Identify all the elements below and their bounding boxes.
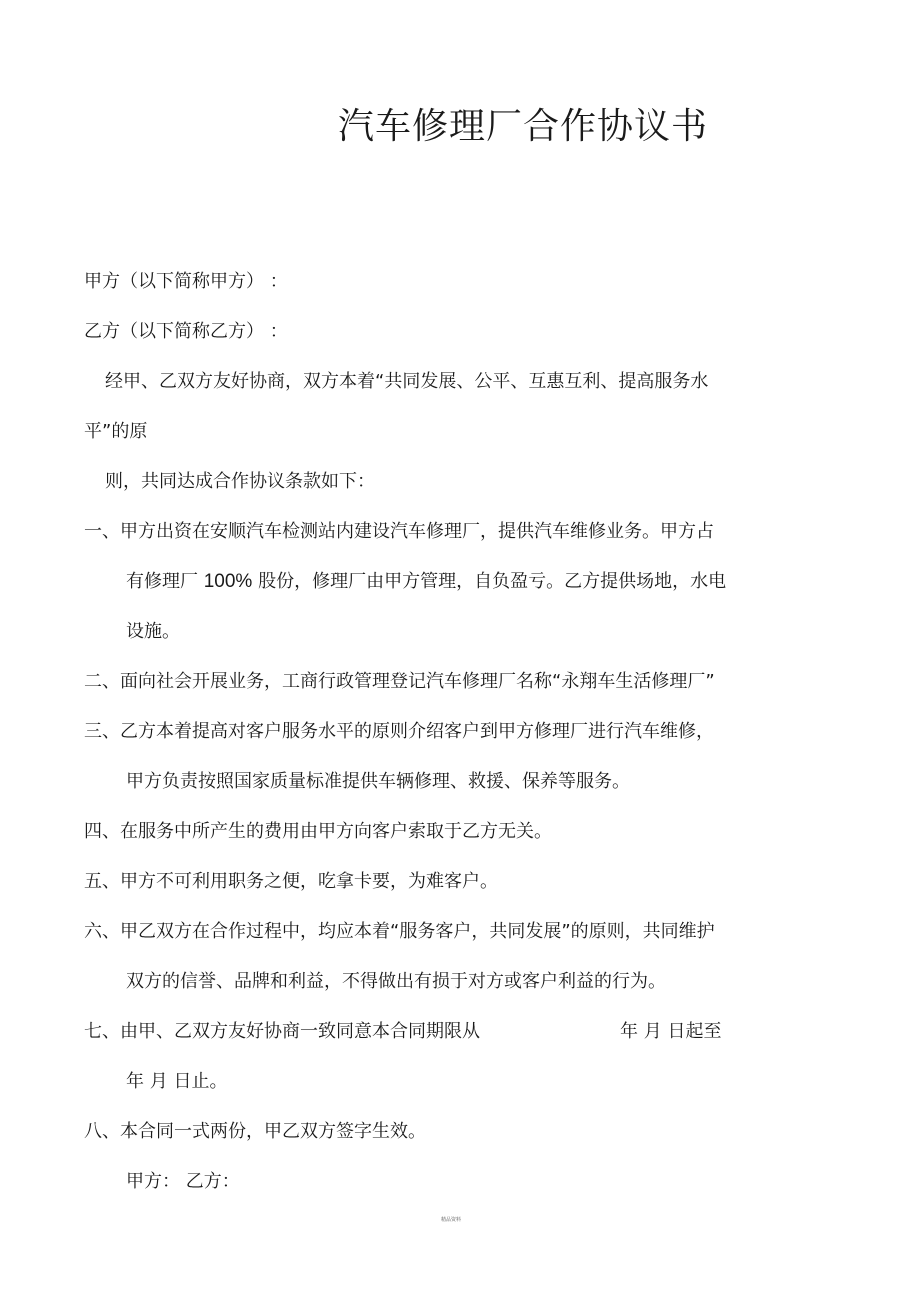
clause-1-line-2-pre: 有修理厂 <box>126 571 204 592</box>
clause-1-line-3: 设施。 <box>126 621 180 642</box>
clause-1-line-1: 一、甲方出资在安顺汽车检测站内建设汽车修理厂，提供汽车维修业务。甲方占 <box>84 521 714 542</box>
clause-8-line-1: 八、本合同一式两份，甲乙双方签字生效。 <box>84 1121 426 1142</box>
clause-7-line-2: 年 月 日止。 <box>126 1071 228 1092</box>
clause-3-line-1: 三、乙方本着提高对客户服务水平的原则介绍客户到甲方修理厂进行汽车维修， <box>84 721 714 742</box>
clause-1-line-2 <box>126 570 726 594</box>
clause-3-line-2: 甲方负责按照国家质量标准提供车辆修理、救援、保养等服务。 <box>126 771 630 792</box>
signature-line: 甲方： 乙方： <box>126 1171 240 1192</box>
document-title: 汽车修理厂合作协议书 <box>338 106 709 147</box>
party-b-line: 乙方（以下简称乙方） ： <box>84 321 288 342</box>
clause-6-line-1: 六、甲乙双方在合作过程中，均应本着“服务客户，共同发展”的原则，共同维护 <box>84 921 715 942</box>
intro-line-1: 经甲、乙双方友好协商，双方本着“共同发展、公平、互惠互利、提高服务水 <box>105 371 709 392</box>
page-footer: 精品资料 <box>441 1217 462 1223</box>
intro-line-2: 平”的原 <box>84 421 148 442</box>
clause-4-line-1: 四、在服务中所产生的费用由甲方向客户索取于乙方无关。 <box>84 821 552 842</box>
clause-2-line-1: 二、面向社会开展业务，工商行政管理登记汽车修理厂名称“永翔车生活修理厂” <box>84 671 715 692</box>
clause-7-line-1-post: 年 月 日起至 <box>620 1021 722 1042</box>
clause-7-line-1-pre: 七、由甲、乙双方友好协商一致同意本合同期限从 <box>84 1021 480 1042</box>
clause-1-percent: 100% <box>203 571 253 592</box>
intro-line-3: 则，共同达成合作协议条款如下： <box>105 471 375 492</box>
clause-1-line-2-post: 股份，修理厂由甲方管理，自负盈亏。乙方提供场地，水电 <box>252 571 727 592</box>
clause-5-line-1: 五、甲方不可利用职务之便，吃拿卡要，为难客户。 <box>84 871 498 892</box>
clause-6-line-2: 双方的信誉、品牌和利益，不得做出有损于对方或客户利益的行为。 <box>126 971 666 992</box>
clause-7-line-1 <box>84 1020 721 1044</box>
party-a-line: 甲方（以下简称甲方） ： <box>84 271 288 292</box>
